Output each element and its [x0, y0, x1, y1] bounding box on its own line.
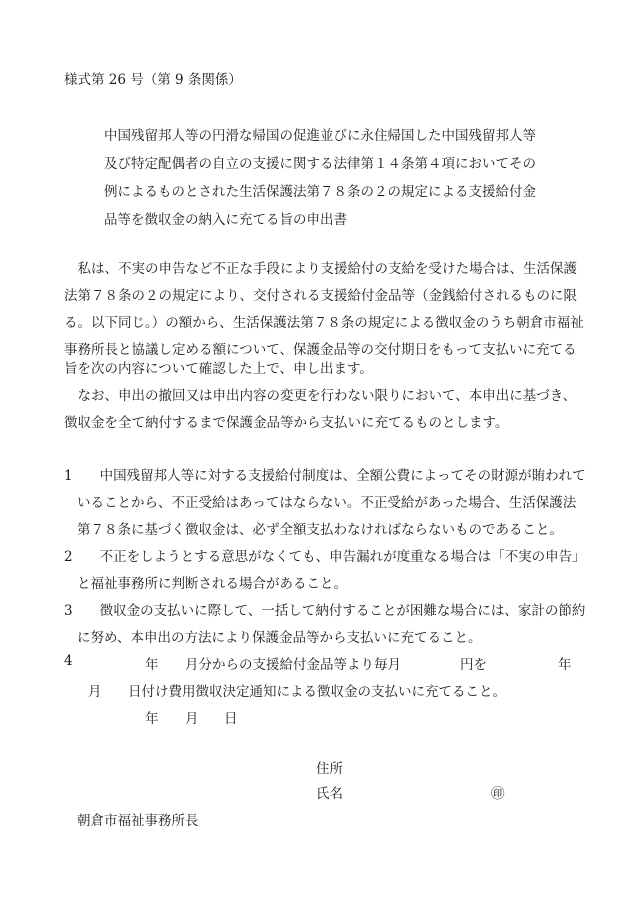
title-line-3: 例によるものとされた生活保護法第７８条の２の規定による支援給付金	[104, 184, 536, 200]
date-year-label: 年	[145, 711, 159, 727]
address-label: 住所	[316, 761, 343, 777]
body-line-5: 旨を次の内容について確認した上で、申し出ます。	[64, 361, 373, 377]
item-4-year-label: 年	[145, 657, 159, 673]
title-line-1: 中国残留邦人等の円滑な帰国の促進並びに永住帰国した中国残留邦人等	[104, 128, 536, 144]
title-line-2: 及び特定配偶者の自立の支援に関する法律第１４条第４項においてその	[104, 156, 536, 172]
addressee: 朝倉市福祉事務所長	[77, 813, 199, 829]
item-4-yen-label: 円を	[460, 657, 487, 673]
body-line-7: 徴収金を全て納付するまで保護金品等から支払いに充てるものとします。	[64, 415, 509, 431]
item-4-month2-label: 月	[88, 684, 102, 700]
item-1-line-3: 第７８条に基づく徴収金は、必ず全額支払わなければならないものであること。	[77, 522, 563, 538]
item-4-day-text: 日付け費用徴収決定通知による徴収金の支払いに充てること。	[128, 684, 506, 700]
name-label: 氏名	[316, 786, 343, 802]
body-line-4: 事務所長と協議し定める額について、保護金品等の交付期日をもって支払いに充てる	[64, 342, 577, 358]
item-1-line-2: いることから、不正受給はあってはならない。不正受給があった場合、生活保護法	[77, 495, 577, 511]
item-2-line-1: 2 不正をしようとする意思がなくても、申告漏れが度重なる場合は「不実の申告」	[64, 549, 586, 565]
date-month-label: 月	[185, 711, 199, 727]
item-1-line-1: 1 中国残留邦人等に対する支援給付制度は、全額公費によってその財源が賄われて	[64, 468, 586, 484]
item-2-line-2: と福祉事務所に判断される場合があること。	[77, 576, 347, 592]
date-day-label: 日	[224, 711, 238, 727]
body-line-3: る。以下同じ。）の額から、生活保護法第７８条の規定による徴収金のうち朝倉市福祉	[64, 315, 584, 331]
title-line-4: 品等を徴収金の納入に充てる旨の申出書	[104, 212, 347, 228]
item-3-line-1: 3 徴収金の支払いに際して、一括して納付することが困難な場合には、家計の節約	[64, 603, 586, 619]
body-line-1: 私は、不実の申告など不正な手段により支援給付の支給を受けた場合は、生活保護	[64, 261, 577, 277]
item-3-line-2: に努め、本申出の方法により保護金品等から支払いに充てること。	[77, 630, 482, 646]
seal-mark: ㊞	[491, 786, 505, 802]
item-4-month-text: 月分からの支援給付金品等より毎月	[185, 657, 401, 673]
item-4-number: 4	[64, 653, 73, 669]
body-line-6: なお、申出の撤回又は申出内容の変更を行わない限りにおいて、本申出に基づき、	[64, 388, 577, 404]
form-number: 様式第 26 号（第 9 条関係）	[64, 72, 242, 88]
body-line-2: 法第７８条の２の規定により、交付される支援給付金品等（金銭給付されるものに限	[64, 288, 577, 304]
item-4-year2-label: 年	[558, 657, 572, 673]
